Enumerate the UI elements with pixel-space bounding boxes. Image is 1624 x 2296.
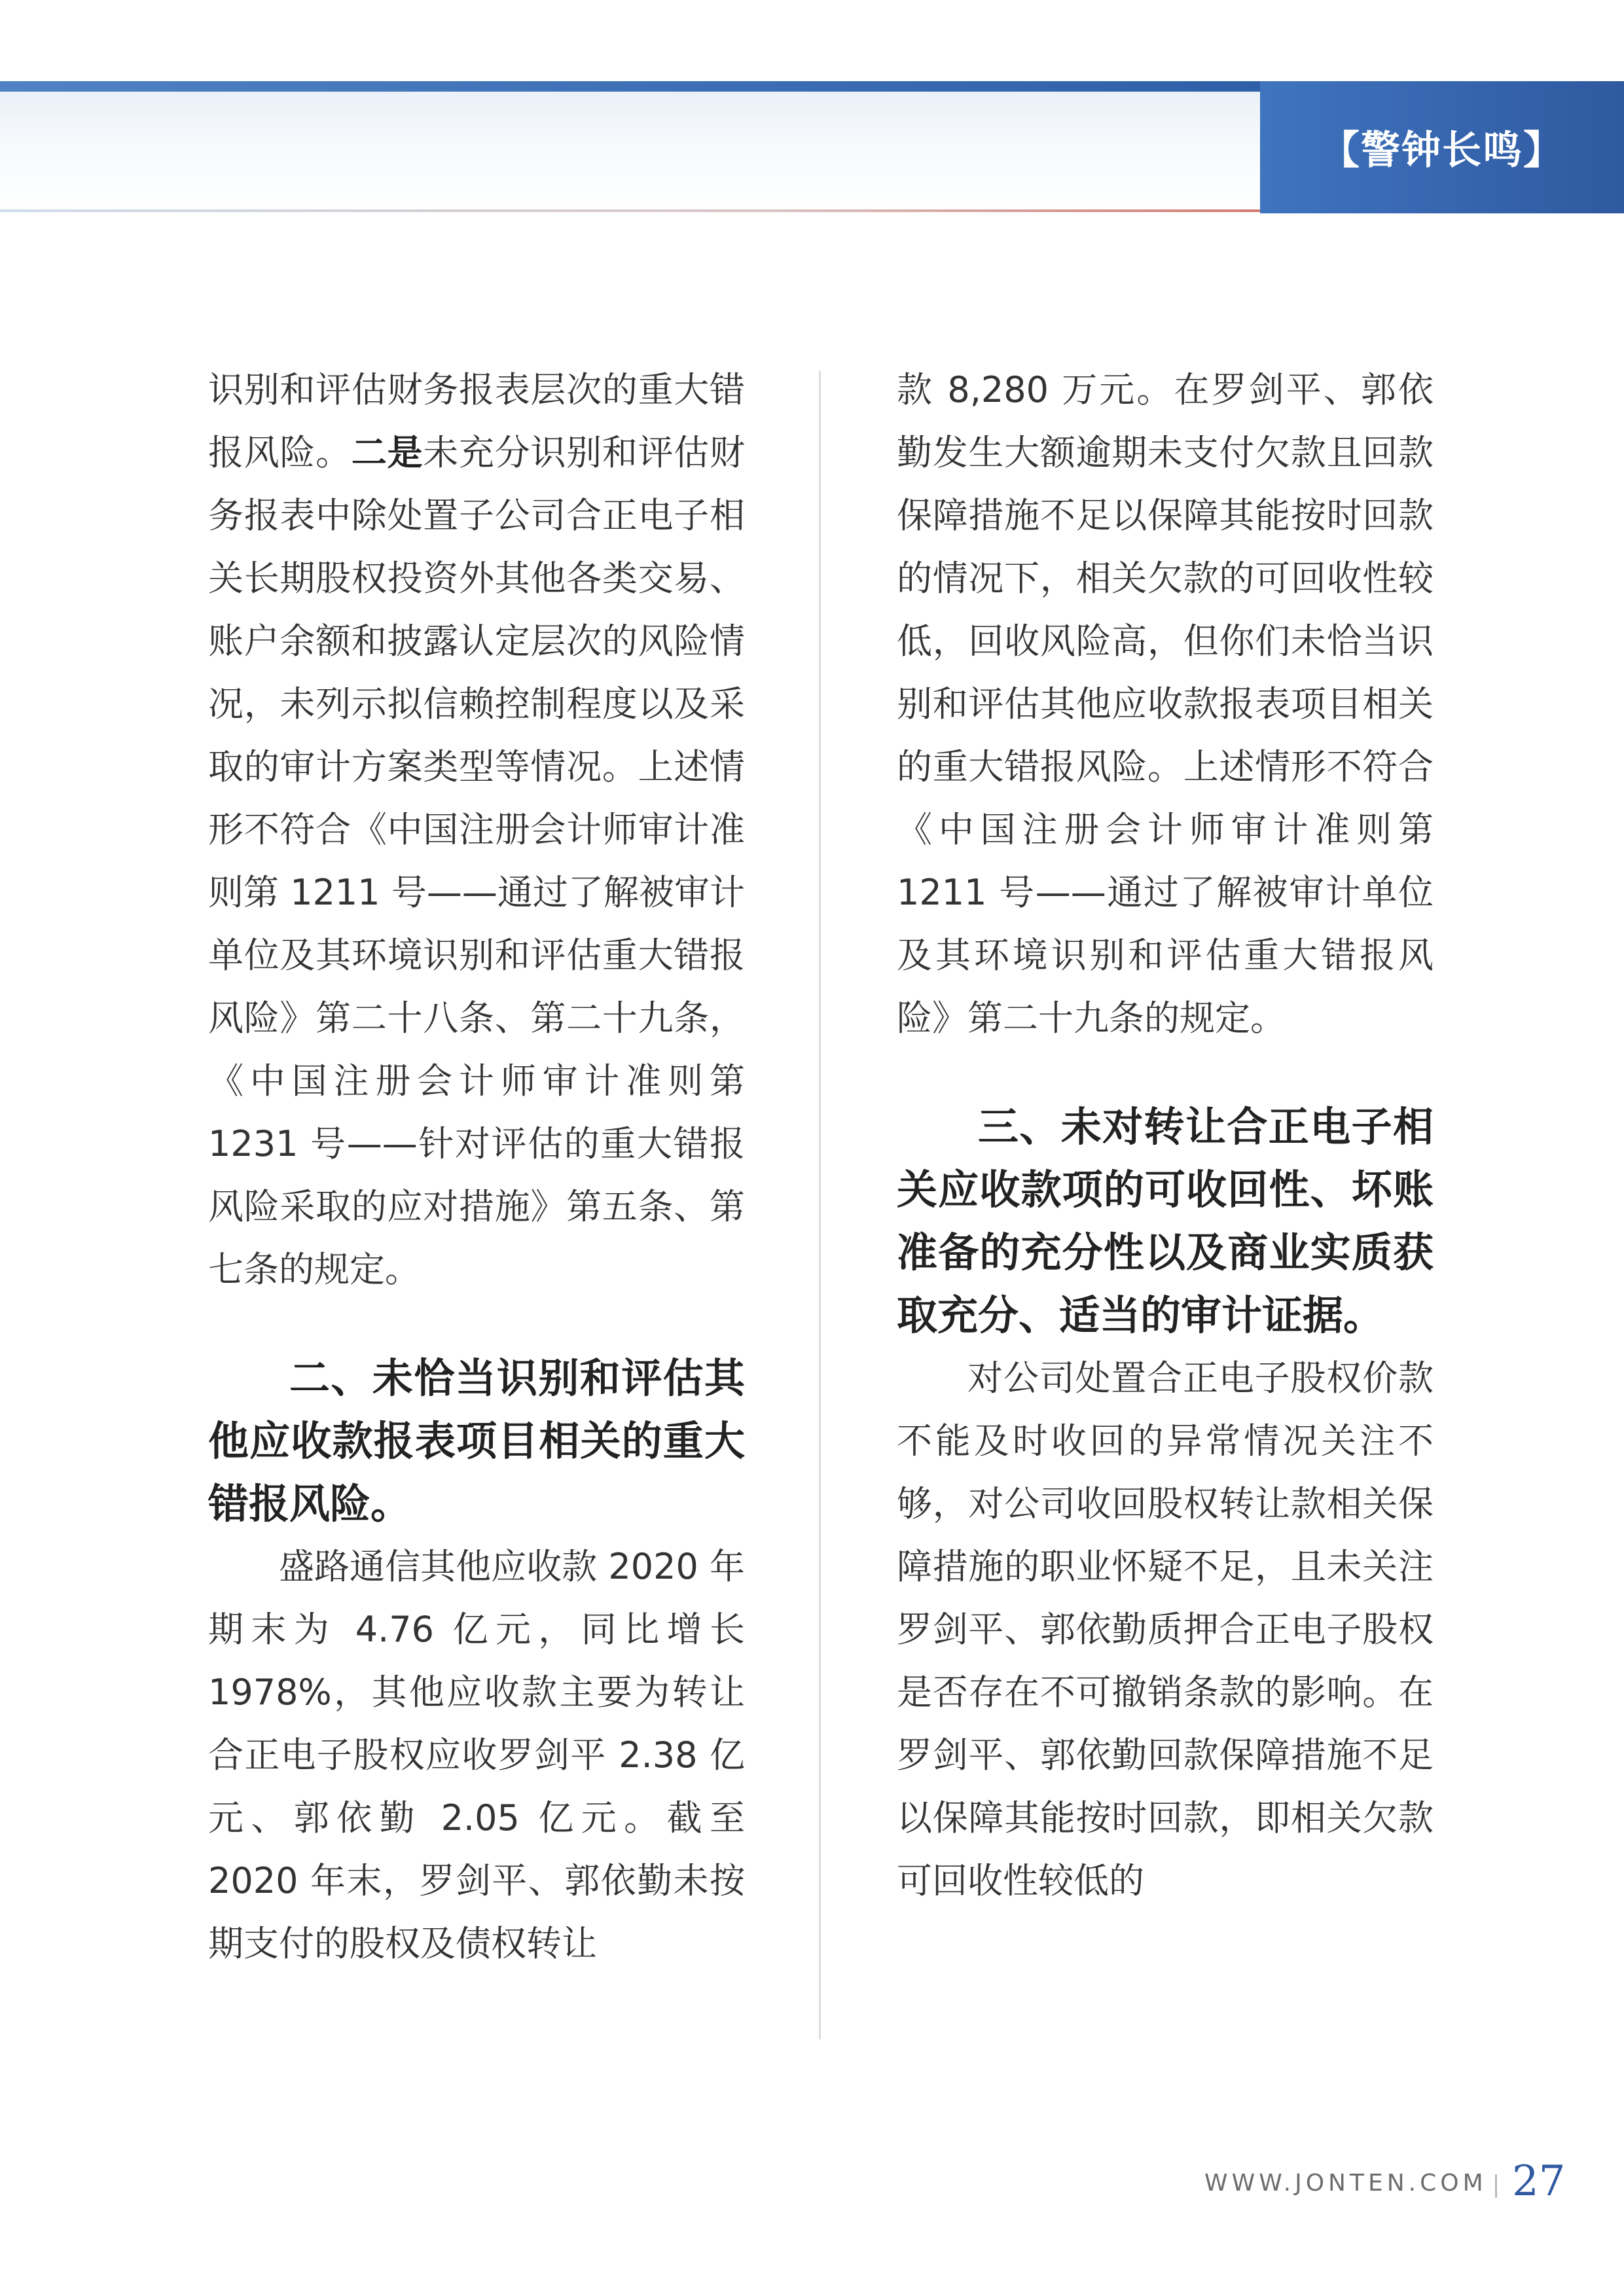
section-heading-3: 三、未对转让合正电子相关应收款项的可收回性、坏账准备的充分性以及商业实质获取充分、适当的审计证据。 [897, 1103, 1434, 1339]
left-p1-bold: 二是 [351, 432, 424, 473]
left-column [208, 359, 745, 1975]
header-band [0, 81, 1260, 213]
section-heading-2: 二、未恰当识别和评估其他应收款报表项目相关的重大错报风险。 [208, 1354, 745, 1528]
footer-separator [1495, 2174, 1497, 2198]
left-paragraph-2: 盛路通信其他应收款 2020 年期末为 4.76 亿元，同比增长 1978%，其他应收款主要为转让合正电子股权应收罗剑平 2.38 亿元、郭依勤 2.05 亿元。截至 2020 年末，罗剑平、郭依勤未按期支付的股权及债权转让 [208, 1546, 745, 1964]
left-p1-text-a: 识别和评估财务报表层次的重大错报风险。 [208, 369, 745, 473]
left-p1-text-b: 未充分识别和评估财务报表中除处置子公司合正电子相关长期股权投资外其他各类交易、账户余额和披露认定层次的风险情况，未列示拟信赖控制程度以及采取的审计方案类型等情况。上述情形不符合《中国注册会计师审计准则第 1211 号——通过了解被审计单位及其环境识别和评估重大错报风险》第二十八条、第二十九条，《中国注册会计师审计准则第 1231 号——针对评估的重大错报风险采取的应对措施》第五条、第七条的规定。 [208, 432, 746, 1290]
spacer [208, 1301, 745, 1347]
left-paragraph-1 [208, 359, 745, 1301]
header-top-line [0, 81, 1260, 92]
page-number: 27 [1512, 2157, 1566, 2206]
right-paragraph-1: 款 8,280 万元。在罗剑平、郭依勤发生大额逾期未支付欠款且回款保障措施不足以保障其能按时回款的情况下，相关欠款的可回收性较低，回收风险高，但你们未恰当识别和评估其他应收款报表项目相关的重大错报风险。上述情形不符合《中国注册会计师审计准则第 1211 号——通过了解被审计单位及其环境识别和评估重大错报风险》第二十九条的规定。 [897, 369, 1434, 1039]
right-column [897, 359, 1434, 1912]
footer-url: WWW.JONTEN.COM [1204, 2170, 1487, 2197]
right-paragraph-2: 对公司处置合正电子股权价款不能及时收回的异常情况关注不够，对公司收回股权转让款相关保障措施的职业怀疑不足，且未关注罗剑平、郭依勤质押合正电子股权是否存在不可撤销条款的影响。在罗剑平、郭依勤回款保障措施不足以保障其能按时回款，即相关欠款可回收性较低的 [897, 1357, 1434, 1901]
spacer [897, 1050, 1434, 1096]
header-bottom-line [0, 209, 1260, 212]
column-divider [819, 370, 821, 2039]
column-tag: 【警钟长鸣】 [1260, 81, 1624, 213]
